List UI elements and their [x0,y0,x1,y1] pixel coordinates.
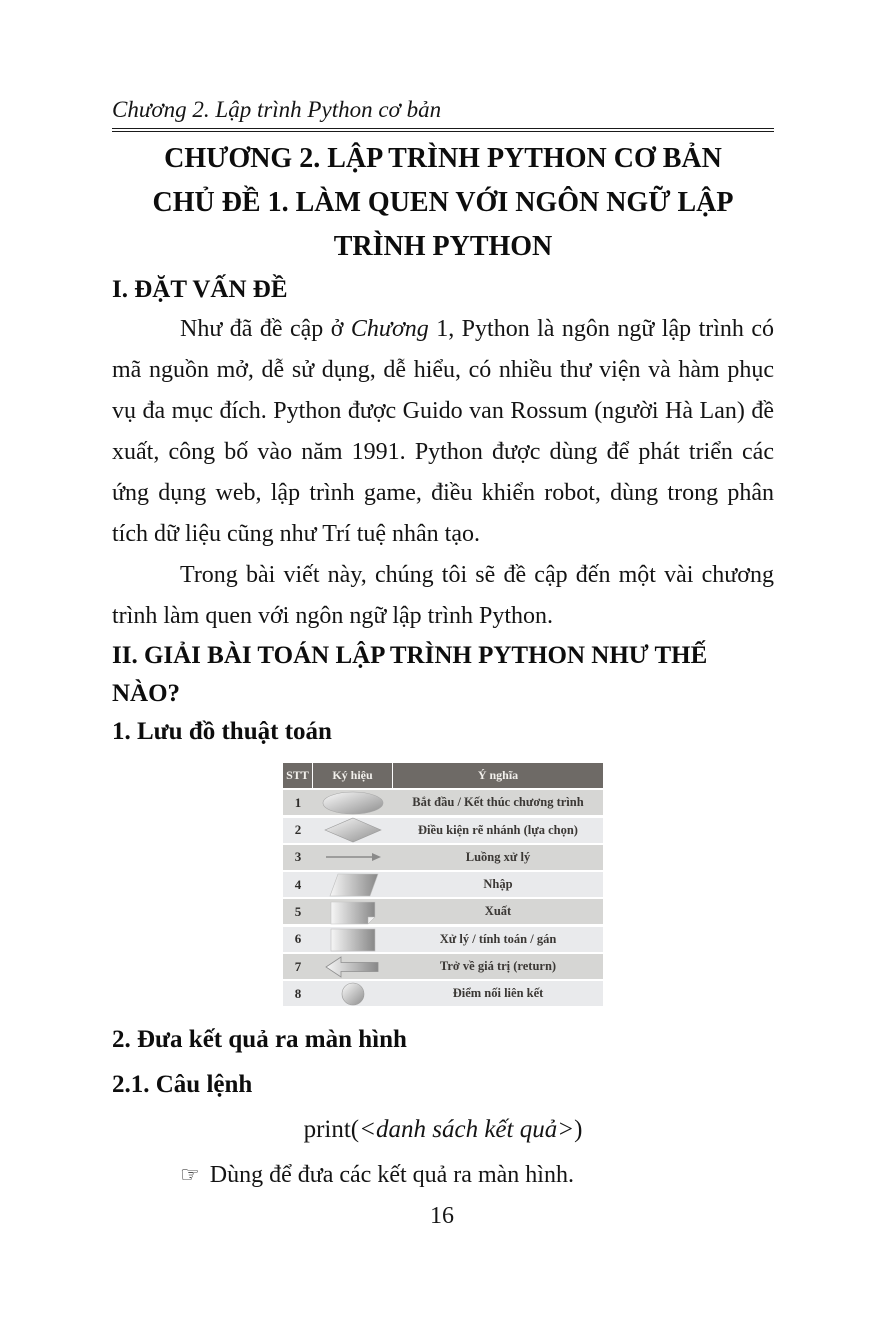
section-1-heading: I. ĐẶT VẤN ĐỀ [112,276,288,303]
row-stt: 5 [294,903,302,919]
row-symbol-cell [313,818,393,843]
row-stt: 3 [294,849,302,865]
subsection-1-heading: 1. Lưu đồ thuật toán [112,718,332,745]
row-meaning: Xử lý / tính toán / gán [439,931,557,946]
row-meaning: Nhập [483,877,513,892]
command-suffix: ) [574,1116,583,1144]
page-number: 16 [430,1203,454,1229]
subsection-2-1-heading: 2.1. Câu lệnh [112,1071,253,1099]
subsection-2-heading: 2. Đưa kết quả ra màn hình [112,1026,407,1054]
header-rule [112,128,774,132]
flowchart-folded-rectangle-icon [320,899,386,925]
print-command [112,1110,774,1150]
row-symbol-cell [313,899,393,924]
flowchart-diamond-icon [320,817,386,843]
flowchart-symbols-table [283,763,603,1006]
command-prefix: print( [303,1116,360,1144]
header-stt: STT [283,763,313,788]
row-meaning: Điểm nối liên kết [452,986,544,1001]
table-row [283,790,603,815]
row-meaning: Trở về giá trị (return) [439,959,557,974]
section-2-heading: II. GIẢI BÀI TOÁN LẬP TRÌNH PYTHON NHƯ THẾ NÀO? [112,642,708,707]
pointing-hand-icon: ☞ [180,1162,200,1188]
row-stt: 6 [294,931,302,947]
running-header: Chương 2. Lập trình Python cơ bản [112,97,442,122]
flowchart-ellipse-icon [320,790,386,816]
table-row [283,954,603,979]
para1-text-start: Như đã đề cập ở [180,316,351,342]
table-row [283,818,603,843]
chapter-title-line3: TRÌNH PYTHON [333,231,553,262]
flowchart-parallelogram-icon [320,872,386,898]
row-stt: 4 [294,876,302,892]
table-row [283,899,603,924]
para1-text-rest: 1, Python là ngôn ngữ lập trình có mã nguồn mở, dễ sử dụng, dễ hiểu, có nhiều thư viện và hàm phục vụ đa mục đích. Python được Guido van Rossum (người Hà Lan) đề xuất, công bố vào năm 1991. Python được dùng để phát triển các ứng dụng web, lập trình game, điều khiển robot, dùng trong phân tích dữ liệu cũng như Trí tuệ nhân tạo. [112,316,774,547]
row-meaning: Bắt đầu / Kết thúc chương trình [412,795,584,810]
flowchart-arrow-right-icon [320,844,386,870]
row-symbol-cell [313,981,393,1006]
section-1-paragraph-2: Trong bài viết này, chúng tôi sẽ đề cập đến một vài chương trình làm quen với ngôn ngữ lập trình Python. [112,562,774,629]
row-meaning: Luồng xử lý [465,849,531,864]
chapter-title [112,137,774,269]
row-stt: 2 [294,822,302,838]
usage-note [112,1154,774,1196]
header-ky-hieu: Ký hiệu [313,763,393,788]
flowchart-block-arrow-left-icon [320,954,386,980]
flowchart-circle-icon [320,981,386,1007]
row-stt: 1 [294,794,302,810]
row-stt: 7 [294,958,302,974]
row-symbol-cell [313,845,393,870]
table-row [283,981,603,1006]
row-symbol-cell [313,954,393,979]
table-row [283,872,603,897]
table-row [283,927,603,952]
header-y-nghia: Ý nghĩa [477,768,519,782]
chapter-title-line2: CHỦ ĐỀ 1. LÀM QUEN VỚI NGÔN NGỮ LẬP [152,187,734,218]
row-symbol-cell [313,790,393,815]
chapter-title-line1: CHƯƠNG 2. LẬP TRÌNH PYTHON CƠ BẢN [164,143,722,174]
flowchart-rectangle-icon [320,926,386,952]
row-meaning: Điều kiện rẽ nhánh (lựa chọn) [418,822,578,837]
note-text: Dùng để đưa các kết quả ra màn hình. [209,1162,574,1189]
row-symbol-cell [313,872,393,897]
section-1-paragraph-1 [112,309,774,555]
para1-italic-text: Chương [350,316,429,342]
table-header-row [283,763,603,788]
row-meaning: Xuất [484,904,512,919]
command-argument: <danh sách kết quả> [359,1116,575,1144]
row-stt: 8 [294,985,302,1001]
row-symbol-cell [313,927,393,952]
table-row [283,845,603,870]
